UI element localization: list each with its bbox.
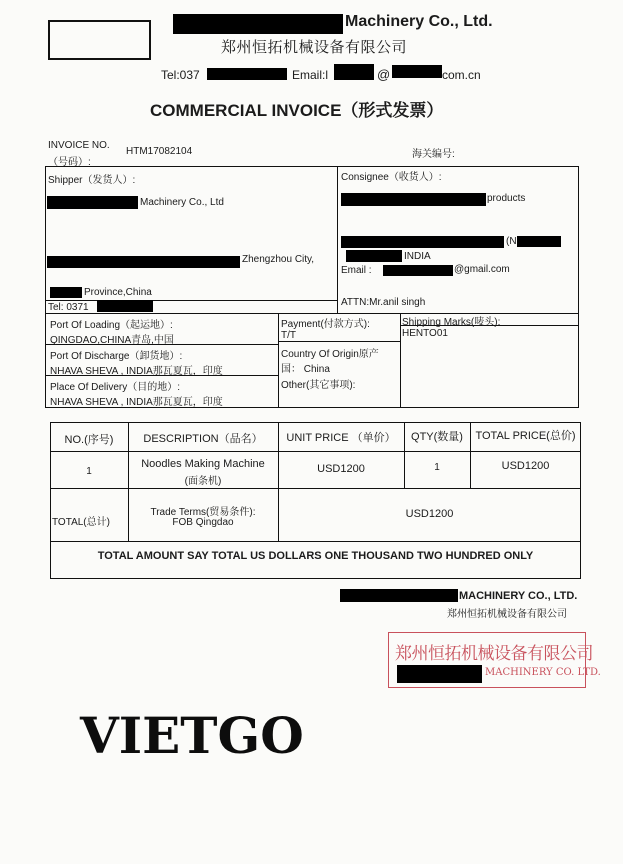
- shipper-tel: Tel: 0371: [48, 302, 89, 313]
- redacted-consignee-name: [341, 193, 486, 206]
- redacted-email-domain: [392, 65, 442, 78]
- redacted-shipper-name: [47, 196, 138, 209]
- trade-terms-label: Trade Terms(贸易条件):: [150, 507, 256, 518]
- company-name-cn: 郑州恒拓机械设备有限公司: [221, 39, 408, 56]
- row-qty: 1: [434, 462, 440, 473]
- row-desc-cn: (面条机): [184, 476, 222, 487]
- row-no: 1: [86, 466, 92, 477]
- email-at: @: [377, 67, 391, 82]
- origin-label: Country Of Origin原产: [281, 349, 379, 360]
- redacted-company-name: [173, 14, 343, 34]
- stamp-text-cn: 郑州恒拓机械设备有限公司: [395, 644, 593, 664]
- invoice-no-value: HTM17082104: [126, 146, 193, 157]
- signature-company-en: MACHINERY CO., LTD.: [459, 590, 578, 602]
- customs-no-label: 海关编号:: [412, 149, 455, 160]
- trade-terms-value: FOB Qingdao: [172, 517, 234, 528]
- document-title: COMMERCIAL INVOICE（形式发票）: [150, 101, 444, 120]
- consignee-country: INDIA: [404, 251, 431, 262]
- redacted-consignee-email: [383, 265, 453, 276]
- email-tld: com.cn: [442, 68, 481, 82]
- total-value: USD1200: [405, 508, 454, 520]
- loading-label: Port Of Loading（起运地）:: [50, 320, 173, 331]
- discharge-label: Port Of Discharge（卸货地）:: [50, 351, 183, 362]
- signature-company-cn: 郑州恒拓机械设备有限公司: [447, 609, 567, 620]
- redacted-shipper-province: [50, 287, 82, 298]
- loading-value: QINGDAO,CHINA青岛,中国: [50, 335, 174, 346]
- redacted-consignee-code: [517, 236, 561, 247]
- delivery-label: Place Of Delivery（目的地）:: [50, 382, 181, 393]
- discharge-value: NHAVA SHEVA , INDIA那瓦夏瓦，印度: [50, 366, 223, 377]
- email-label: Email:l: [292, 68, 329, 82]
- redacted-shipper-tel: [97, 300, 153, 312]
- consignee-company: products: [487, 193, 526, 204]
- col-header-description: DESCRIPTION（品名）: [143, 433, 263, 445]
- shipper-city: Zhengzhou City,: [242, 254, 315, 265]
- redacted-consignee-city: [346, 250, 402, 262]
- redacted-signature-company: [340, 589, 458, 602]
- consignee-paren: (N: [506, 236, 517, 247]
- other-label: Other(其它事项):: [281, 380, 356, 391]
- tel-label: Tel:037: [161, 68, 200, 82]
- amount-in-words: TOTAL AMOUNT SAY TOTAL US DOLLARS ONE THOUSAND TWO HUNDRED ONLY: [97, 550, 534, 562]
- payment-label: Payment(付款方式):: [281, 319, 370, 330]
- col-header-no: NO.(序号): [64, 434, 114, 446]
- col-header-total-price: TOTAL PRICE(总价): [475, 430, 576, 442]
- consignee-label: Consignee（收货人）:: [341, 172, 442, 183]
- consignee-email-domain: @gmail.com: [454, 264, 510, 275]
- col-header-qty: QTY(数量): [411, 431, 463, 443]
- total-label: TOTAL(总计): [52, 517, 110, 528]
- vietgo-watermark: VIETGO: [80, 706, 304, 765]
- redacted-stamp-name: [397, 665, 482, 683]
- invoice-no-label-cn: （号码）:: [48, 157, 91, 168]
- redacted-tel: [207, 68, 287, 80]
- payment-value: T/T: [281, 330, 296, 341]
- col-header-unit-price: UNIT PRICE （单价）: [286, 432, 396, 444]
- stamp-text-en: MACHINERY CO. LTD.: [485, 667, 601, 678]
- origin-value: 国： China: [281, 364, 330, 375]
- delivery-value: NHAVA SHEVA , INDIA那瓦夏瓦，印度: [50, 397, 223, 408]
- redacted-email-user: [334, 64, 374, 80]
- marks-label: Shipping Marks(唛头):: [402, 317, 501, 328]
- consignee-attn: ATTN:Mr.anil singh: [341, 297, 426, 308]
- logo-box: [48, 20, 151, 60]
- invoice-no-label: INVOICE NO.: [48, 140, 110, 151]
- shipper-company: Machinery Co., Ltd: [140, 197, 224, 208]
- row-desc-en: Noodles Making Machine: [141, 458, 265, 470]
- row-total: USD1200: [501, 460, 550, 472]
- marks-value: HENTO01: [402, 328, 448, 339]
- consignee-email-label: Email :: [341, 265, 372, 276]
- shipper-province: Province,China: [84, 287, 152, 298]
- redacted-consignee-address: [341, 236, 504, 248]
- redacted-shipper-address: [47, 256, 240, 268]
- row-unit-price: USD1200: [317, 463, 365, 475]
- company-name-en: Machinery Co., Ltd.: [345, 13, 493, 30]
- shipper-label: Shipper（发货人）:: [48, 175, 136, 186]
